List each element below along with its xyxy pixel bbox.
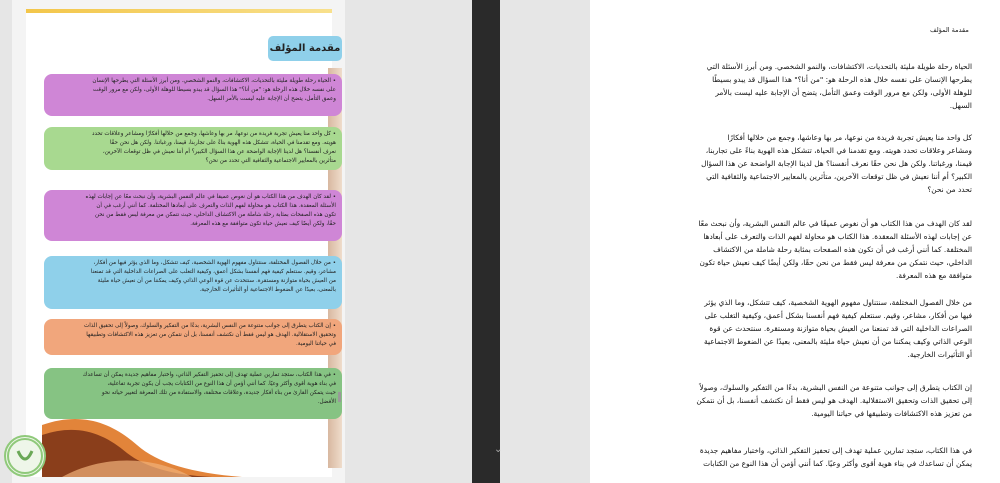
- paragraph-line: المختلفة. كما أنني أرغب في أن تكون هذه الصفحات بمثابة رحلة شاملة من الاكتشاف: [713, 245, 972, 254]
- content-box-purple-2: [44, 190, 342, 241]
- paragraph: [616, 60, 972, 112]
- box-line: وعمق التأمل، يتضح أن الإجابة عليه ليست بالأمر السهل.: [207, 96, 336, 102]
- box-line: في حياتنا اليومية.: [296, 341, 336, 347]
- content-box-purple: [44, 74, 342, 116]
- paragraph-line: من تعزيز هذه الاكتشافات وتطبيقها في حياتنا اليومية.: [811, 409, 972, 418]
- box-line: بالمعنى، بعيدًا عن الضغوط الاجتماعية أو التأثيرات الخارجية.: [199, 287, 336, 293]
- paragraph-line: الداخلي، حيث نتمكن من معرفة ليس فقط من نحن حقًا، ولكن أيضًا كيف نعيش حياة تكون: [699, 258, 972, 267]
- box-line: • إن الكتاب يتطرق إلى جوانب متنوعة من النفس البشرية، بدءًا من التفكير والسلوك، وصولاً إلى تحقيق الذات: [84, 323, 336, 329]
- box-line: حيث يتمكن القارئ من بناء أفكار جديدة، وعلاقات مختلفة، والاستفادة من تلك المعرفة لتغيير حياته نحو: [101, 390, 336, 396]
- box-line: على نفسه خلال هذه الرحلة هو: "من أنا؟" هذا السؤال قد يبدو بسيطا للوهلة الأولى، ولكن مع مرور الوقت: [92, 87, 336, 93]
- paragraph-line: الوعي الذاتي وكيف يمكننا من أن نعيش حياة مليئة بالمعنى، بعيدًا عن الضغوط الاجتماعية: [704, 337, 972, 346]
- box-line: • في هذا الكتاب، ستجد تمارين عملية تهدف إلى تحفيز التفكير الذاتي، واختبار مفاهيم جديدة يمكن أن تساعدك: [82, 372, 336, 378]
- box-line: تكون هذه الصفحات بمثابة رحلة شاملة من الاكتشاف الداخلي، حيث نتمكن من معرفة ليس فقط من نحن: [95, 212, 336, 218]
- paragraph-line: لقد كان الهدف من هذا الكتاب هو أن نغوص عميقًا في عالم النفس البشرية، وأن نبحث معًا: [698, 219, 972, 228]
- box-line: الأسئلة المعقدة. هذا الكتاب هو محاولة لفهم الذات والتعرف على أبعادها المختلفة. كما أنني أرغب في أن: [96, 203, 336, 209]
- paragraph-line: الصراعات الداخلية التي قد تمنعنا من العيش بحياة متوازنة ومستقرة. سنتحدث عن قوة: [709, 324, 972, 333]
- paragraph-line: متوافقة مع هذه المعرفة.: [896, 271, 972, 280]
- paragraph-line: من خلال الفصول المختلفة، سنتناول مفهوم الهوية الشخصية، كيف تتشكل، وما الذي يؤثر: [704, 298, 972, 307]
- cursor-icon: ⌄: [494, 444, 503, 455]
- paragraph-line: أو التأثيرات الخارجية.: [907, 350, 972, 359]
- content-box-dark-green: [44, 368, 342, 419]
- box-line: هويته. ومع تقدمنا في الحياة، تتشكل هذه الهوية بناءً على تجاربنا، قيمنا، ورغباتنا. ولكن هل نحن حقًا: [109, 140, 336, 146]
- slide-header-text: مقدمة المؤلف: [269, 43, 341, 54]
- box-line: نعرف أنفسنا؟ هل لدينا الإجابة الواضحة عن هذا السؤال الكبير؟ أم أننا نعيش في ظل توقعات الآخرين،: [102, 149, 336, 155]
- paragraph-line: الكبير؟ أم أننا نعيش في ظل توقعات الآخرين، متأثرين بالمعايير الاجتماعية والثقافية التي: [706, 172, 972, 181]
- box-line: مشاعر، وقيم. سنتعلم كيفية فهم أنفسنا بشكل أعمق، وكيفية التغلب على الصراعات الداخلية التي قد تمنعنا: [90, 269, 336, 275]
- box-line: • الحياة رحلة طويلة مليئة بالتحديات، الاكتشافات، والنمو الشخصي. ومن أبرز الأسئلة التي يطرحها الإنسان: [92, 78, 336, 84]
- paragraph-line: إن الكتاب يتطرق إلى جوانب متنوعة من النفس البشرية، بدءًا من التفكير والسلوك، وصولاً: [699, 383, 972, 392]
- paragraph-line: فيها من أفكار، مشاعر، وقيم. سنتعلم كيفية فهم أنفسنا بشكل أعمق، وكيفية التغلب على: [704, 311, 972, 320]
- paragraph: [616, 296, 972, 361]
- decorative-wave: [42, 415, 342, 477]
- box-line: في بناء هوية أقوى وأكثر وعيًا. كما أنني أؤمن أن هذا النوع من الكتابات يجب أن يكون تجربة تفاعلية،: [107, 381, 336, 387]
- scroll-indicator: [338, 392, 341, 402]
- box-line: • لقد كان الهدف من هذا الكتاب هو أن نغوص عميقا في عالم النفس البشرية، وأن نبحث معًا عن إجابات لهذه: [85, 194, 336, 200]
- paragraph-line: ومشاعر وعلاقات تحدد هويته. ومع تقدمنا في الحياة، تتشكل هذه الهوية بناءً على تجاربنا،: [705, 146, 972, 155]
- paragraph-line: إلى تحقيق الذات وتحقيق الاستقلالية. الهدف هو ليس فقط أن نكتشف أنفسنا، بل أن نتمكن: [696, 396, 972, 405]
- box-line: وتحقيق الاستقلالية. الهدف هو ليس فقط أن نكتشف أنفسنا، بل أن نتمكن من تعزيز هذه الاكتشافات وتطبيقها: [86, 332, 336, 338]
- paragraph: [616, 381, 972, 420]
- slide-top-border: [26, 9, 332, 13]
- content-box-orange: [44, 319, 342, 355]
- paragraph-line: يطرحها الإنسان على نفسه خلال هذه الرحلة هو: "من أنا؟" هذا السؤال قد يبدو بسيطًا: [712, 75, 972, 84]
- paragraph-line: يمكن أن تساعدك في بناء هوية أقوى وأكثر وعيًا. كما أنني أؤمن أن هذا النوع من الكتابات: [703, 459, 972, 468]
- slide-header-badge: [268, 36, 342, 61]
- box-line: • كل واحد منا يعيش تجربة فريدة من نوعها، مر بها وعاشها، وجمع من خلالها أفكارًا ومشاعر وعلاقات تحدد: [92, 131, 336, 137]
- box-line: حقًا، ولكن أيضًا كيف نعيش حياة تكون متوافقة مع هذه المعرفة.: [190, 221, 336, 227]
- paragraph-line: قيمنا، ورغباتنا. ولكن هل نحن حقًا نعرف أنفسنا؟ هل لدينا الإجابة الواضحة عن هذا السؤال: [701, 159, 972, 168]
- panel-splitter[interactable]: [472, 0, 503, 483]
- box-line: من العيش بحياة متوازنة ومستقرة. سنتحدث عن قوة الوعي الذاتي وكيف يمكننا من أن نعيش حياة مليئة: [97, 278, 336, 284]
- slide-thumbnail-panel[interactable]: [12, 0, 345, 483]
- box-line: الأفضل.: [317, 399, 336, 405]
- workspace-gutter: [500, 0, 590, 483]
- paragraph-line: عن إجابات لهذه الأسئلة المعقدة. هذا الكتاب هو محاولة لفهم الذات والتعرف على أبعادها: [703, 232, 972, 241]
- paragraph-line: السهل.: [949, 101, 972, 110]
- paragraph-line: تحدد من نحن؟: [927, 185, 972, 194]
- content-box-green: [44, 127, 342, 170]
- box-line: متأثرين بالمعايير الاجتماعية والثقافية التي تحدد من نحن؟: [205, 158, 336, 164]
- paragraph-line: كل واحد منا يعيش تجربة فريدة من نوعها، مر بها وعاشها، وجمع من خلالها أفكارًا: [727, 133, 972, 142]
- box-line: • من خلال الفصول المختلفة، سنتناول مفهوم الهوية الشخصية، كيف تتشكل، وما الذي يؤثر فيها من أفكار،: [93, 260, 336, 266]
- content-box-blue: [44, 256, 342, 309]
- paragraph: [616, 131, 972, 196]
- paragraph-line: في هذا الكتاب، ستجد تمارين عملية تهدف إلى تحفيز التفكير الذاتي، واختبار مفاهيم جديدة: [699, 446, 972, 455]
- paragraph: [616, 444, 972, 470]
- paragraph-line: للوهلة الأولى، ولكن مع مرور الوقت وعمق التأمل، يتضح أن الإجابة عليه ليست بالأمر: [715, 88, 972, 97]
- app-logo-icon: [4, 435, 46, 477]
- paragraph: [616, 217, 972, 282]
- paragraph-line: الحياة رحلة طويلة مليئة بالتحديات، الاكتشافات، والنمو الشخصي. ومن أبرز الأسئلة التي: [706, 62, 972, 71]
- page-title: مقدمة المؤلف: [930, 26, 969, 34]
